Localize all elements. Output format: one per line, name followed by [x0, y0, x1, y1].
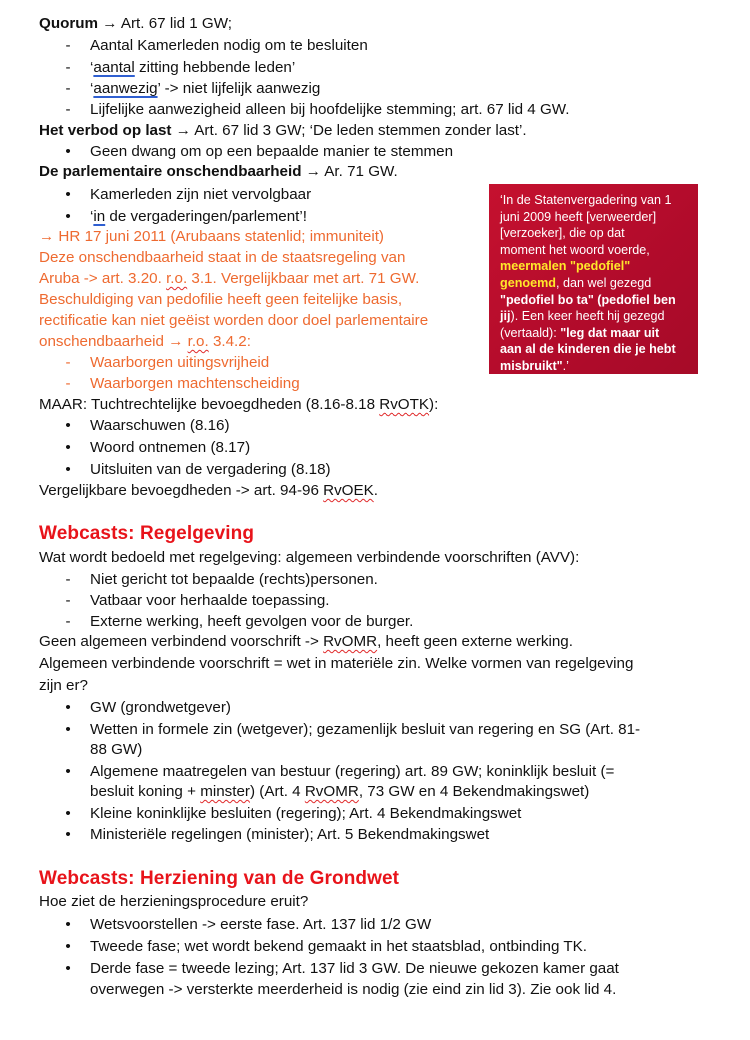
spelling-flag[interactable]: minster: [200, 783, 250, 800]
list-item-text: Kamerleden zijn niet vervolgbaar: [90, 186, 312, 203]
case-text: [39, 332, 251, 352]
grammar-flag[interactable]: aanwezig: [93, 80, 158, 97]
quote-line: ‘In de Statenvergadering van 1: [500, 193, 672, 207]
text: ):: [429, 396, 439, 413]
spelling-flag[interactable]: r.o.: [166, 270, 188, 287]
text: , heeft geen externe werking.: [377, 633, 573, 650]
geen-avv-line: [39, 632, 573, 652]
list-item-text: Wetsvoorstellen -> eerste fase. Art. 137 lid 1/2 GW: [90, 916, 432, 933]
text: , 73 GW en 4 Bekendmakingswet): [358, 783, 590, 800]
text: zitting hebbende leden’: [134, 59, 296, 76]
list-item-text: [90, 782, 589, 802]
dash-marker: -: [65, 101, 71, 118]
bullet-marker: •: [65, 805, 71, 822]
quote-bold: "leg dat maar uit: [560, 325, 660, 340]
bullet-marker: •: [65, 826, 71, 843]
list-item-text: Ministeriële regelingen (minister); Art. 5 Bekendmakingswet: [90, 826, 490, 843]
spelling-flag[interactable]: RvOMR: [323, 633, 378, 650]
quote-bold: jij: [500, 309, 511, 324]
text: besluit koning +: [90, 783, 201, 800]
onschendbaarheid-ref: Ar. 71 GW.: [320, 163, 398, 180]
dash-marker: -: [65, 59, 71, 76]
bullet-marker: •: [65, 208, 71, 225]
court-quote-image: [489, 184, 698, 374]
quote-line: [500, 358, 690, 375]
spelling-flag[interactable]: RvOTK: [379, 396, 430, 413]
quote-line: [500, 325, 690, 342]
vergelijk-line: [39, 481, 378, 501]
list-item-text: Aantal Kamerleden nodig om te besluiten: [90, 37, 368, 54]
dash-marker: -: [65, 571, 71, 588]
spelling-flag[interactable]: r.o.: [187, 333, 209, 350]
list-item-text: GW (grondwetgever): [90, 699, 231, 716]
quote-highlight: genoemd: [500, 275, 556, 290]
dash-marker: -: [65, 354, 71, 371]
quote-text: (vertaald):: [500, 325, 561, 340]
verbod-ref: Art. 67 lid 3 GW; ‘De leden stemmen zonder last’.: [190, 122, 527, 139]
case-text: rectificatie kan niet geëist worden door doel parlementaire: [39, 312, 429, 329]
dash-marker: -: [65, 375, 71, 392]
quote-bold: aan al de kinderen die je hebt: [500, 342, 676, 357]
quote-bold: misbruikt": [500, 358, 563, 373]
list-item-text: Derde fase = tweede lezing; Art. 137 lid 3 GW. De nieuwe gekozen kamer gaat: [90, 960, 619, 977]
quote-line: [verzoeker], die op dat: [500, 226, 625, 241]
quote-mark: ‘: [90, 80, 94, 97]
bullet-marker: •: [65, 461, 71, 478]
case-text: Beschuldiging van pedofilie heeft geen feitelijke basis,: [39, 291, 403, 308]
spelling-flag[interactable]: RvOEK: [323, 482, 374, 499]
dash-marker: -: [65, 37, 71, 54]
list-item-text: 88 GW): [90, 741, 143, 758]
list-item-text: Vatbaar voor herhaalde toepassing.: [90, 592, 330, 609]
algemeen-line: Algemeen verbindende voorschrift = wet in materiële zin. Welke vormen van regelgeving: [39, 655, 634, 672]
text: 3.4.2:: [208, 333, 251, 350]
list-item-text: Wetten in formele zin (wetgever); gezamenlijk besluit van regering en SG (Art. 81-: [90, 721, 641, 738]
quote-text: .’: [562, 358, 569, 373]
onschendbaarheid-heading-line: [39, 162, 398, 182]
quote-line: juni 2009 heeft [verweerder]: [500, 209, 657, 224]
list-item-text: overwegen -> versterkte meerderheid is nodig (zie eind zin lid 3). Zie ook lid 4.: [90, 981, 617, 998]
quote-mark: ‘: [90, 59, 94, 76]
text: Geen algemeen verbindend voorschrift ->: [39, 633, 324, 650]
quote-line: [500, 275, 690, 292]
case-text: [39, 269, 419, 289]
bullet-marker: •: [65, 721, 71, 738]
text: Aruba -> art. 3.20.: [39, 270, 167, 287]
herziening-intro: Hoe ziet de herzieningsprocedure eruit?: [39, 893, 309, 910]
arrow-icon: →: [175, 122, 191, 139]
dash-marker: -: [65, 613, 71, 630]
spelling-flag[interactable]: RvOMR: [304, 783, 359, 800]
list-item-text: Geen dwang om op een bepaalde manier te stemmen: [90, 143, 454, 160]
bullet-marker: •: [65, 186, 71, 203]
text: .: [373, 482, 378, 499]
list-item-text: [90, 58, 295, 78]
case-text: Deze onschendbaarheid staat in de staatsregeling van: [39, 249, 406, 266]
quote-bold: "pedofiel bo ta" (pedofiel ben: [500, 292, 676, 307]
regelgeving-heading: Webcasts: Regelgeving: [39, 523, 255, 544]
list-item-text: Lijfelijke aanwezigheid alleen bij hoofdelijke stemming; art. 67 lid 4 GW.: [90, 101, 570, 118]
arrow-icon: →: [305, 163, 321, 180]
list-item-text: Waarborgen uitingsvrijheid: [90, 354, 270, 371]
list-item-text: Niet gericht tot bepaalde (rechts)personen.: [90, 571, 378, 588]
quorum-heading-line: [39, 14, 232, 34]
bullet-marker: •: [65, 763, 71, 780]
quorum-ref: Art. 67 lid 1 GW;: [117, 15, 232, 32]
list-item-text: [90, 207, 307, 227]
quote-highlight: meermalen "pedofiel": [500, 259, 631, 274]
text: ) (Art. 4: [249, 783, 305, 800]
list-item-text: [90, 79, 320, 99]
bullet-marker: •: [65, 960, 71, 977]
list-item-text: Waarborgen machtenscheiding: [90, 375, 300, 392]
quote-mark: ‘: [90, 208, 94, 225]
bullet-marker: •: [65, 143, 71, 160]
quote-line: [500, 308, 690, 325]
text: de vergaderingen/parlement’!: [105, 208, 307, 225]
arrow-icon: →: [102, 15, 118, 32]
bullet-marker: •: [65, 938, 71, 955]
dash-marker: -: [65, 592, 71, 609]
maar-line: [39, 395, 438, 415]
text: onschendbaarheid →: [39, 333, 188, 350]
grammar-flag[interactable]: in: [93, 208, 106, 225]
regelgeving-intro: Wat wordt bedoeld met regelgeving: algemeen verbindende voorschriften (AVV):: [39, 549, 580, 566]
case-reference: → HR 17 juni 2011 (Arubaans statenlid; immuniteit): [39, 228, 384, 245]
list-item-text: Kleine koninklijke besluiten (regering); Art. 4 Bekendmakingswet: [90, 805, 522, 822]
list-item-text: Woord ontnemen (8.17): [90, 439, 251, 456]
bullet-marker: •: [65, 417, 71, 434]
herziening-heading: Webcasts: Herziening van de Grondwet: [39, 868, 400, 889]
bullet-marker: •: [65, 699, 71, 716]
text: 3.1. Vergelijkbaar met art. 71 GW.: [187, 270, 420, 287]
list-item-text: Waarschuwen (8.16): [90, 417, 230, 434]
list-item-text: Externe werking, heeft gevolgen voor de burger.: [90, 613, 414, 630]
list-item-text: Tweede fase; wet wordt bekend gemaakt in het staatsblad, ontbinding TK.: [90, 938, 587, 955]
quote-line: moment het woord voerde,: [500, 242, 650, 257]
quote-text: ). Een keer heeft hij gezegd: [510, 309, 665, 324]
text: ’ -> niet lijfelijk aanwezig: [157, 80, 321, 97]
dash-marker: -: [65, 80, 71, 97]
grammar-flag[interactable]: aantal: [93, 59, 135, 76]
verbod-heading: Het verbod op last: [39, 122, 172, 139]
verbod-heading-line: [39, 121, 527, 141]
bullet-marker: •: [65, 916, 71, 933]
algemeen-line-2: zijn er?: [39, 677, 88, 694]
text: Vergelijkbare bevoegdheden -> art. 94-96: [39, 482, 324, 499]
text: MAAR: Tuchtrechtelijke bevoegdheden (8.16-8.18: [39, 396, 380, 413]
onschendbaarheid-heading: De parlementaire onschendbaarheid: [39, 163, 302, 180]
quorum-heading: Quorum: [39, 15, 99, 32]
quote-text: , dan wel gezegd: [555, 275, 652, 290]
bullet-marker: •: [65, 439, 71, 456]
list-item-text: Algemene maatregelen van bestuur (regering) art. 89 GW; koninklijk besluit (=: [90, 763, 615, 780]
list-item-text: Uitsluiten van de vergadering (8.18): [90, 461, 331, 478]
